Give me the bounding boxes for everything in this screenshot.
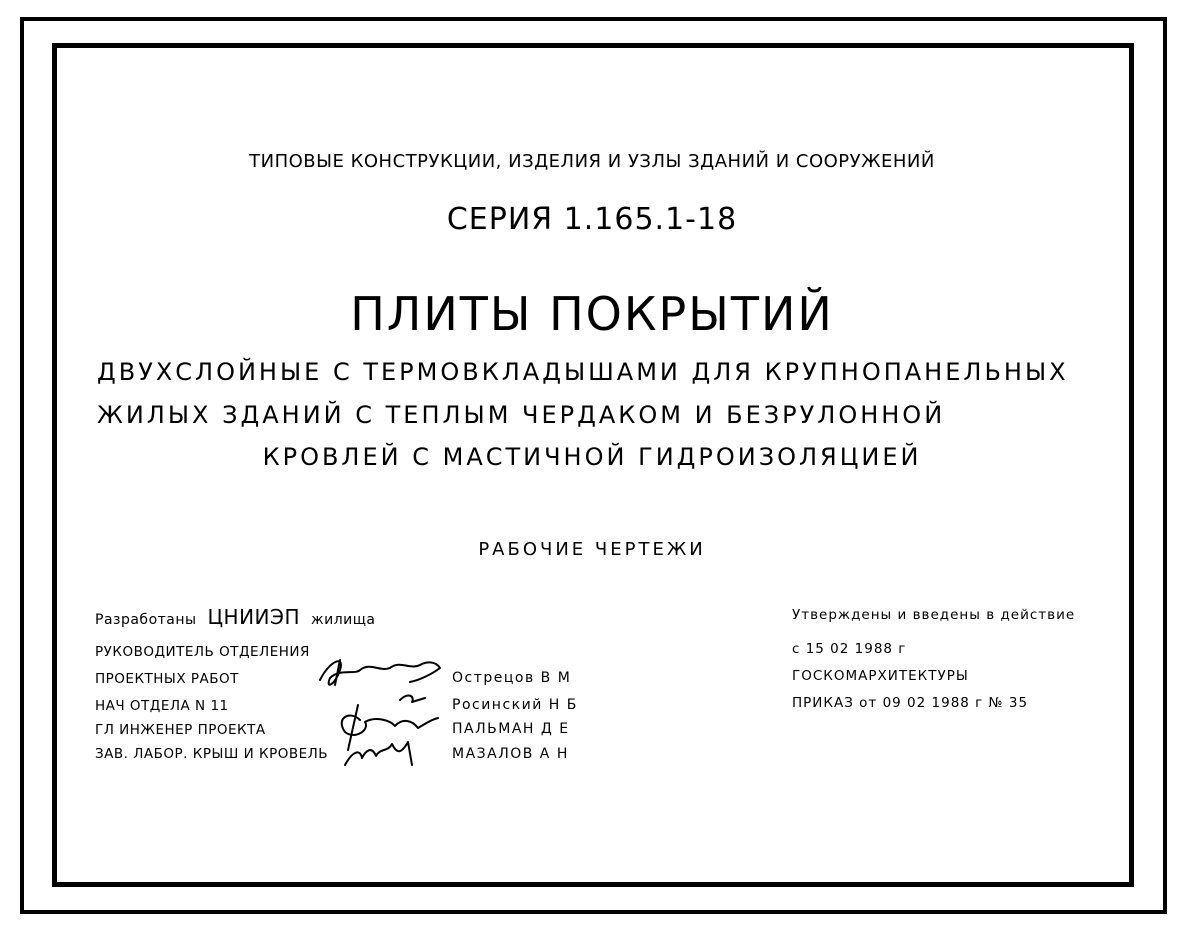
series-heading: ТИПОВЫЕ КОНСТРУКЦИИ, ИЗДЕЛИЯ И УЗЛЫ ЗДАНИЙ И СООРУЖЕНИЙ bbox=[249, 151, 935, 172]
work-drawings-label: РАБОЧИЕ ЧЕРТЕЖИ bbox=[478, 539, 706, 560]
name-palman: ПАЛЬМАН Д Е bbox=[452, 721, 570, 737]
role-dept-head: НАЧ ОТДЕЛА N 11 bbox=[95, 698, 229, 714]
developed-prefix: Разработаны bbox=[95, 612, 197, 628]
approval-org: ГОСКОМАРХИТЕКТУРЫ bbox=[792, 668, 969, 684]
handwritten-signatures bbox=[300, 640, 460, 780]
name-ostretsov: Острецов В М bbox=[452, 670, 572, 686]
approval-statement: Утверждены и введены в действие bbox=[792, 607, 1076, 623]
role-design-works: ПРОЕКТНЫХ РАБОТ bbox=[95, 671, 239, 687]
name-rosinsky: Росинский Н Б bbox=[452, 697, 578, 713]
name-mazalov: МАЗАЛОВ А Н bbox=[452, 746, 569, 762]
document-title: ПЛИТЫ ПОКРЫТИЙ bbox=[350, 287, 834, 341]
role-head-of-division: РУКОВОДИТЕЛЬ ОТДЕЛЕНИЯ bbox=[95, 644, 310, 660]
role-lab-head: ЗАВ. ЛАБОР. КРЫШ И КРОВЕЛЬ bbox=[95, 746, 329, 762]
approval-order: ПРИКАЗ от 09 02 1988 г № 35 bbox=[792, 695, 1029, 711]
description-line-2: ЖИЛЫХ ЗДАНИЙ С ТЕПЛЫМ ЧЕРДАКОМ И БЕЗРУЛОННОЙ bbox=[97, 401, 946, 429]
description-line-3: КРОВЛЕЙ С МАСТИЧНОЙ ГИДРОИЗОЛЯЦИЕЙ bbox=[262, 443, 922, 471]
developed-by bbox=[95, 607, 376, 627]
developed-suffix: жилища bbox=[310, 612, 376, 628]
developer-org: ЦНИИЭП bbox=[207, 605, 301, 629]
description-line-1: ДВУХСЛОЙНЫЕ С ТЕРМОВКЛАДЫШАМИ ДЛЯ КРУПНОПАНЕЛЬНЫХ bbox=[97, 358, 1069, 386]
series-number: СЕРИЯ 1.165.1-18 bbox=[446, 202, 738, 237]
approval-date: с 15 02 1988 г bbox=[792, 641, 907, 657]
role-chief-engineer: ГЛ ИНЖЕНЕР ПРОЕКТА bbox=[95, 722, 266, 738]
